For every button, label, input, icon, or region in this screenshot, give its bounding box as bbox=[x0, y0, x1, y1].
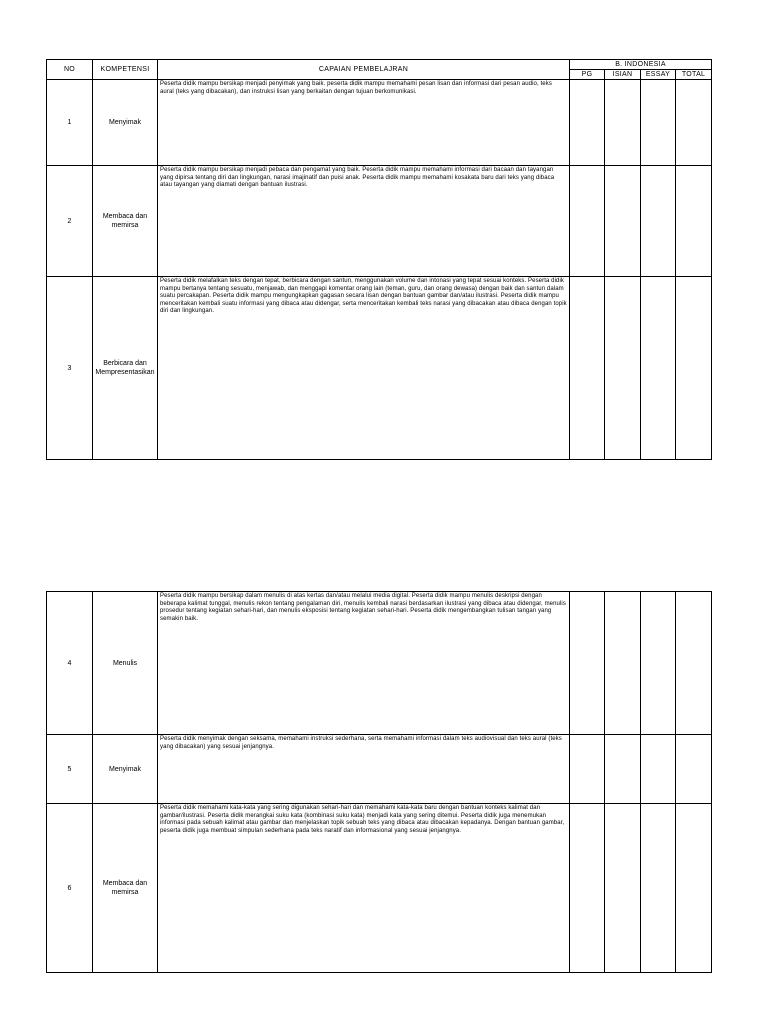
cell-isian bbox=[605, 166, 641, 277]
cell-essay bbox=[641, 166, 676, 277]
assessment-table-top bbox=[46, 59, 712, 460]
cell-essay bbox=[641, 277, 676, 460]
row-number: 4 bbox=[47, 592, 93, 735]
cell-pg bbox=[570, 592, 605, 735]
cell-pg bbox=[570, 735, 605, 804]
header-subject: B. INDONESIA bbox=[570, 60, 712, 70]
cell-essay bbox=[641, 735, 676, 804]
cell-total bbox=[676, 804, 712, 973]
table-row bbox=[47, 735, 712, 804]
table-row bbox=[47, 277, 712, 460]
header-no: NO bbox=[47, 60, 93, 80]
row-kompetensi: Menulis bbox=[93, 592, 158, 735]
header-isian: ISIAN bbox=[605, 70, 641, 80]
row-number: 5 bbox=[47, 735, 93, 804]
row-capaian: Peserta didik mampu bersikap dalam menulis di atas kertas dan/atau melalui media digital. Peserta didik mampu menulis deskripsi dengan beberapa kalimat tunggal, menulis rekon tentang pengalaman diri, menulis kembali narasi berdasarkan ilustrasi yang dibaca atau didengar, menulis prosedur tentang kegiatan sehari-hari, dan menulis eksposisi tentang kegiatan sehari-hari. Peserta didik mengembangkan tulisan tangan yang semakin baik. bbox=[158, 592, 570, 735]
table-row bbox=[47, 804, 712, 973]
cell-total bbox=[676, 80, 712, 166]
cell-essay bbox=[641, 592, 676, 735]
header-pg: PG bbox=[570, 70, 605, 80]
cell-isian bbox=[605, 592, 641, 735]
row-capaian: Peserta didik melafalkan teks dengan tepat, berbicara dengan santun, menggunakan volume dan intonasi yang tepat sesuai konteks. Peserta didik mampu bertanya tentang sesuatu, menjawab, dan menggapi komentar orang lain (teman, guru, dan orang dewasa) dengan baik dan santun dalam suatu percakapan. Peserta didik mampu mengungkapkan gagasan secara lisan dengan bantuan gambar dan/atau ilustrasi. Peserta didik mampu menceritakan kembali suatu informasi yang dibaca atau didengar, serta menceritakan kembali teks narasi yang dibacakan atau dibaca dengan topik diri dan lingkungan. bbox=[158, 277, 570, 460]
row-number: 3 bbox=[47, 277, 93, 460]
cell-pg bbox=[570, 277, 605, 460]
row-number: 2 bbox=[47, 166, 93, 277]
table-row bbox=[47, 166, 712, 277]
row-kompetensi: Membaca dan memirsa bbox=[93, 804, 158, 973]
table-row bbox=[47, 592, 712, 735]
header-essay: ESSAY bbox=[641, 70, 676, 80]
cell-isian bbox=[605, 80, 641, 166]
cell-pg bbox=[570, 80, 605, 166]
assessment-table-bottom bbox=[46, 591, 712, 973]
header-kompetensi: KOMPETENSI bbox=[93, 60, 158, 80]
table-row bbox=[47, 80, 712, 166]
row-kompetensi: Menyimak bbox=[93, 735, 158, 804]
header-total: TOTAL bbox=[676, 70, 712, 80]
cell-isian bbox=[605, 804, 641, 973]
header-capaian: CAPAIAN PEMBELAJRAN bbox=[158, 60, 570, 80]
row-capaian: Peserta didik mampu bersikap menjadi pebaca dan pengamat yang baik. Peserta didik mampu memahami informasi dari bacaan dan tayangan yang dipirsa tentang diri dan lingkungan, narasi imajinatif dan puisi anak. Peserta didik mampu memahami kosakata baru dari teks yang dibaca atau tayangan yang diamati dengan bantuan ilustrasi. bbox=[158, 166, 570, 277]
row-number: 6 bbox=[47, 804, 93, 973]
row-capaian: Peserta didik memahami kata-kata yang sering digunakan sehari-hari dan memahami kata-kata baru dengan bantuan konteks kalimat dan gambar/ilustrasi. Peserta didik merangkai suku kata (kombinasi suku kata) menjadi kata yang sering ditemui. Peserta didik juga menemukan informasi pada sebuah kalimat atau gambar dan menjelaskan topik sebuah teks yang dibaca atau dibacakan kepadanya. Dengan bantuan gambar, peserta didik juga membuat simpulan sederhana pada teks naratif dan informasional yang sesuai jenjangnya. bbox=[158, 804, 570, 973]
cell-essay bbox=[641, 80, 676, 166]
cell-total bbox=[676, 166, 712, 277]
cell-isian bbox=[605, 277, 641, 460]
cell-total bbox=[676, 592, 712, 735]
cell-pg bbox=[570, 804, 605, 973]
cell-total bbox=[676, 277, 712, 460]
cell-total bbox=[676, 735, 712, 804]
row-kompetensi: Menyimak bbox=[93, 80, 158, 166]
cell-isian bbox=[605, 735, 641, 804]
table-header bbox=[47, 60, 712, 80]
row-kompetensi: Membaca dan memirsa bbox=[93, 166, 158, 277]
row-capaian: Peserta didik menyimak dengan seksama, memahami instruksi sederhana, serta memahami informasi dalam teks audiovisual dan teks aural (teks yang dibacakan) yang sesuai jenjangnya. bbox=[158, 735, 570, 804]
row-number: 1 bbox=[47, 80, 93, 166]
row-capaian: Peserta didik mampu bersikap menjadi penyimak yang baik. peserta didik mampu memahami pesan lisan dan informasi dari pesan audio, teks aural (teks yang dibacakan), dan instruksi lisan yang berkaitan dengan tujuan berkomunikasi. bbox=[158, 80, 570, 166]
cell-essay bbox=[641, 804, 676, 973]
cell-pg bbox=[570, 166, 605, 277]
row-kompetensi: Berbicara dan Mempresentasikan bbox=[93, 277, 158, 460]
